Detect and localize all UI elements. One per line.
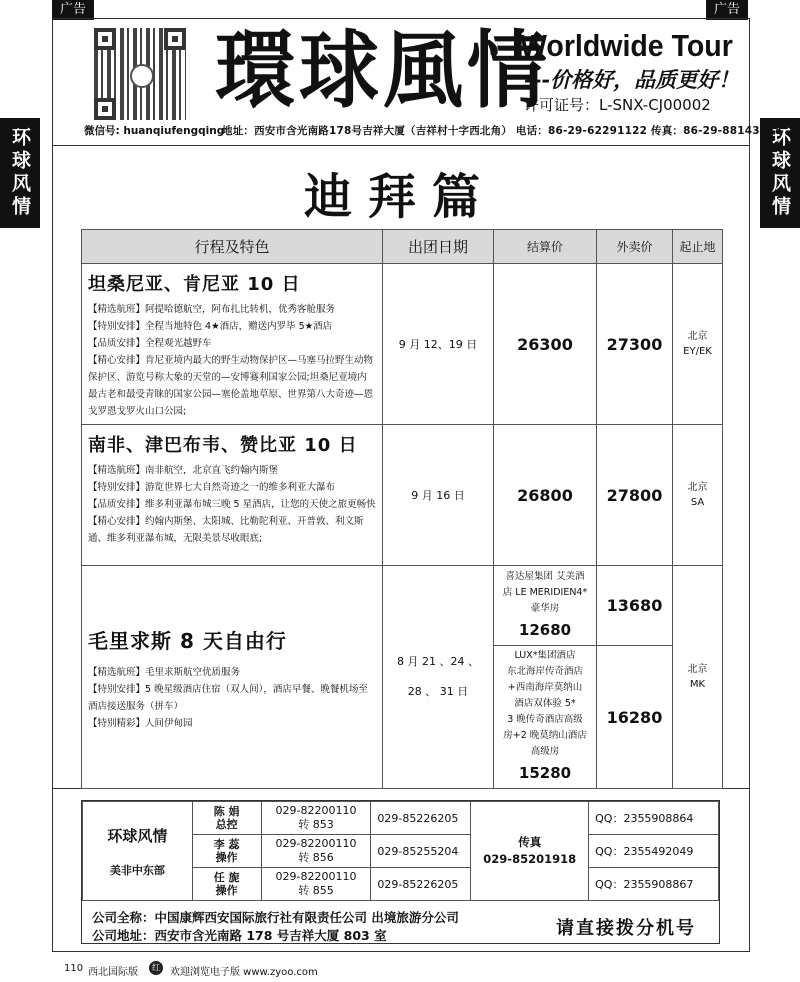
- ad-label-left: 广告: [52, 0, 94, 20]
- hotel-desc-line: 高级房: [530, 746, 560, 757]
- route-cell: [82, 425, 383, 566]
- route-line: 【精心安排】约翰内斯堡、太阳城、比勒陀利亚、开普敦、利文斯通、维多利亚瀑布城，无限美景尽收眼底;: [88, 516, 364, 544]
- company-address: 公司地址：西安市含光南路 178 号吉祥大厦 803 室: [92, 928, 387, 943]
- contact-table: [82, 801, 719, 901]
- staff-cell: [192, 835, 261, 868]
- hotel-desc-line: 喜达屋集团 艾美酒: [505, 570, 585, 582]
- table-row: [82, 264, 723, 425]
- route-name: 毛里求斯 8 天自由行: [88, 628, 287, 653]
- origin-city: 北京: [687, 664, 708, 675]
- departure-date-line: 28 、 31 日: [407, 685, 469, 698]
- qq-number: QQ：2355908864: [589, 802, 719, 835]
- address-line: 地址：西安市含光南路178号吉祥大厦（吉祥村十字西北角） 电话：86-29-62291122 传真：86-29-88143178: [222, 125, 783, 137]
- license-number: 许可证号：L-SNX-CJ00002: [524, 96, 711, 114]
- company-name: 环球风情: [107, 826, 168, 845]
- route-line: 【精选航班】南非航空，北京直飞约翰内斯堡: [88, 465, 279, 476]
- origin-cell: [673, 264, 723, 425]
- retail-price: 13680: [597, 566, 673, 646]
- settle-price: 12680: [518, 620, 572, 639]
- side-tab-left: 环球风情: [0, 118, 40, 228]
- direct-line: 029-85226205: [371, 802, 471, 835]
- route-line: 【精心安排】肯尼亚境内最大的野生动物保护区—马塞马拉野生动物保护区、游览号称大象的天堂的—安博赛利国家公园;坦桑尼亚境内最古老和最受青睐的国家公园—塞伦盖地草原、世界第八大奇迹—恩戈罗恩戈罗火山口公园;: [88, 355, 374, 417]
- route-name: 南非、津巴布韦、赞比亚 10 日: [88, 435, 358, 456]
- staff-title: 操作: [215, 884, 238, 897]
- fax-label: 传真: [518, 835, 542, 849]
- origin-airline: SA: [690, 497, 705, 508]
- settle-price: 26300: [494, 264, 597, 425]
- hotel-desc-line: 店 LE MERIDIEN4*: [502, 586, 588, 598]
- company-cell: [83, 802, 193, 901]
- route-line: 【特别精彩】人间伊甸园: [88, 717, 193, 729]
- phone-number: 029-82200110: [275, 837, 357, 850]
- staff-name: 李 蕊: [213, 838, 240, 851]
- departure-date: 9 月 16 日: [383, 425, 494, 566]
- origin-airline: MK: [689, 679, 706, 690]
- itinerary-table: [81, 229, 723, 789]
- settle-price: 26800: [494, 425, 597, 566]
- phone-cell: [261, 835, 371, 868]
- route-line: 【精选航班】阿提哈德航空，阿布扎比转机，优秀客舱服务: [88, 304, 336, 315]
- direct-line: 029-85255204: [371, 835, 471, 868]
- footer-slogan: 欢迎浏览电子版 www.zyoo.com: [170, 967, 318, 978]
- qr-code-icon: [94, 28, 186, 120]
- contact-box: [81, 800, 720, 944]
- table-header-row: [82, 230, 723, 264]
- staff-name: 陈 娟: [213, 805, 240, 818]
- settle-price: 15280: [518, 764, 572, 782]
- ad-label-right: 广告: [706, 0, 748, 20]
- route-line: 【特别安排】游览世界七大自然奇迹之一的维多利亚大瀑布: [88, 482, 336, 493]
- origin-city: 北京: [687, 331, 708, 342]
- phone-ext: 转 856: [298, 851, 334, 864]
- phone-ext: 转 853: [298, 818, 334, 831]
- departure-date: 9 月 12、19 日: [383, 264, 494, 425]
- page-title: 迪拜篇: [303, 169, 496, 225]
- wechat-id: 微信号: huanqiufengqing: [84, 125, 225, 137]
- table-row: [82, 425, 723, 566]
- header-date: 出团日期: [383, 230, 494, 264]
- slogan: ---价格好，品质更好！: [524, 67, 740, 92]
- hotel-option: [494, 646, 597, 789]
- header-route: 行程及特色: [82, 230, 383, 264]
- hotel-desc-line: 3 晚传奇酒店高级: [507, 714, 583, 725]
- company-full-name: 公司全称：中国康辉西安国际旅行社有限责任公司 出境旅游分公司: [92, 910, 459, 925]
- brand-logo: 環球風情: [215, 20, 551, 120]
- phone-number: 029-82200110: [275, 804, 357, 817]
- hotel-desc-line: 东北海岸传奇酒店: [506, 666, 583, 677]
- publisher-logo-icon: 红: [149, 961, 163, 975]
- retail-price: 27300: [597, 264, 673, 425]
- route-line: 【品质安排】维多利亚瀑布城三晚 5 星酒店，让您的天使之旅更畅快: [88, 499, 376, 510]
- staff-cell: [192, 868, 261, 901]
- route-name: 坦桑尼亚、肯尼亚 10 日: [88, 274, 301, 295]
- route-line: 【精选航班】毛里求斯航空优质服务: [88, 666, 241, 678]
- phone-ext: 转 855: [298, 884, 334, 897]
- route-line: 【特别安排】全程当地特色 4★酒店，赠送内罗毕 5★酒店: [88, 321, 333, 332]
- hotel-desc-line: +西南海岸莫纳山: [507, 682, 583, 693]
- phone-number: 029-82200110: [275, 870, 357, 883]
- hotel-desc-line: LUX*集团酒店: [514, 650, 576, 661]
- route-line: 【特别安排】5 晚星级酒店住宿（双人间），酒店早餐、晚餐机场至酒店接送服务（拼车）: [88, 683, 368, 712]
- origin-cell: [673, 566, 723, 789]
- department-name: 美非中东部: [109, 863, 165, 877]
- staff-name: 任 旎: [213, 871, 240, 884]
- qq-number: QQ：2355908867: [589, 868, 719, 901]
- departure-date: [383, 566, 494, 789]
- fax-number: 029-85201918: [483, 852, 577, 866]
- page-number: 110: [64, 963, 84, 974]
- qq-number: QQ：2355492049: [589, 835, 719, 868]
- direct-line: 029-85226205: [371, 868, 471, 901]
- route-cell: [82, 566, 383, 789]
- hotel-desc-line: 房+2 晚莫纳山酒店: [503, 730, 587, 741]
- section-name: 西北国际版: [88, 967, 138, 978]
- departure-date-line: 8 月 21 、24 、: [397, 655, 479, 668]
- table-row: [82, 566, 723, 646]
- header-divider: [52, 145, 750, 146]
- origin-cell: [673, 425, 723, 566]
- header-settle: 结算价: [494, 230, 597, 264]
- header-origin: 起止地: [673, 230, 723, 264]
- route-cell: [82, 264, 383, 425]
- route-line: 【品质安排】全程观光越野车: [88, 338, 212, 349]
- phone-cell: [261, 868, 371, 901]
- contact-row: [83, 802, 719, 835]
- phone-cell: [261, 802, 371, 835]
- staff-title: 总控: [215, 818, 238, 831]
- call-now-text: 请直接拨分机号: [556, 918, 696, 939]
- retail-price: 27800: [597, 425, 673, 566]
- staff-title: 操作: [215, 851, 238, 864]
- hotel-option: [494, 566, 597, 646]
- hotel-desc-line: 豪华房: [530, 602, 560, 614]
- hotel-desc-line: 酒店双体验 5*: [514, 698, 576, 709]
- header-retail: 外卖价: [597, 230, 673, 264]
- retail-price: 16280: [597, 646, 673, 789]
- side-tab-right: 环球风情: [760, 118, 800, 228]
- origin-city: 北京: [687, 482, 708, 493]
- english-name: Worldwide Tour: [520, 28, 733, 63]
- staff-cell: [192, 802, 261, 835]
- origin-airline: EY/EK: [683, 346, 712, 357]
- fax-cell: [471, 802, 589, 901]
